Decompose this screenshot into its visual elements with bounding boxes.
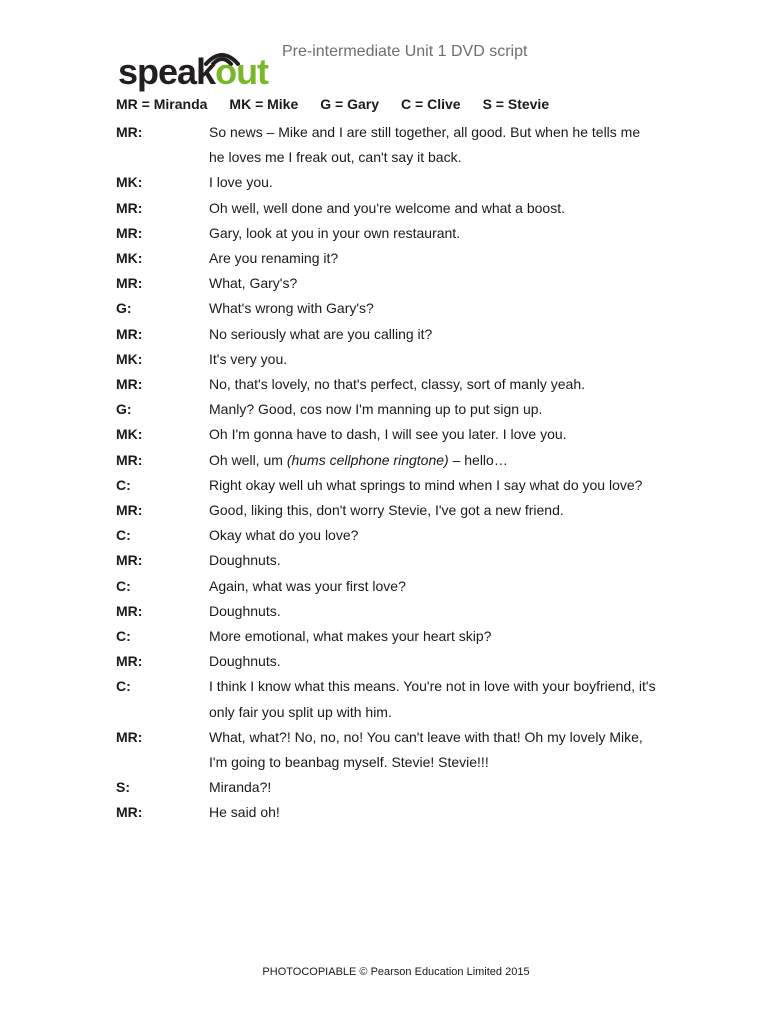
dialogue-line (116, 422, 676, 447)
dialogue-script (116, 120, 676, 826)
dialogue-text-part: – hello… (448, 451, 508, 468)
dialogue-line (116, 800, 676, 825)
legend-item: S = Stevie (482, 96, 550, 112)
speaker-label: MR: (116, 502, 143, 519)
dialogue-text-part: Oh well, um (209, 451, 287, 468)
dialogue-text: Gary, look at you in your own restaurant. (209, 224, 461, 241)
dialogue-line (116, 347, 676, 372)
speaker-label: MR: (116, 325, 143, 342)
dialogue-text: Okay what do you love? (209, 527, 359, 544)
dialogue-line (116, 296, 676, 321)
dialogue-line (116, 725, 676, 775)
dialogue-text (209, 448, 659, 473)
dialogue-text: Manly? Good, cos now I'm manning up to put sign up. (209, 401, 543, 418)
dialogue-line (116, 221, 676, 246)
legend-item: C = Clive (401, 96, 461, 112)
dialogue-line (116, 574, 676, 599)
speaker-label: MK: (116, 250, 143, 267)
speaker-label: G: (116, 401, 132, 418)
dialogue-text: Doughnuts. (209, 602, 281, 619)
speaker-label: MR: (116, 804, 143, 821)
dialogue-line (116, 599, 676, 624)
dialogue-text: Doughnuts. (209, 653, 281, 670)
dialogue-line (116, 473, 676, 498)
speaker-label: C: (116, 476, 131, 493)
dialogue-text: What, what?! No, no, no! You can't leave with that! Oh my lovely Mike, I'm going to beanbag myself. Stevie! Stevie!!! (209, 728, 643, 771)
dialogue-text: I think I know what this means. You're not in love with your boyfriend, it's only fair you split up with him. (209, 678, 656, 720)
dialogue-line (116, 271, 676, 296)
dialogue-text: Good, liking this, don't worry Stevie, I've got a new friend. (209, 502, 564, 519)
speaker-label: C: (116, 628, 131, 645)
dialogue-line (116, 624, 676, 649)
speaker-label: MR: (116, 376, 143, 393)
speaker-label: C: (116, 527, 131, 544)
dialogue-text: Right okay well uh what springs to mind when I say what do you love? (209, 476, 643, 493)
speaker-label: MR: (116, 552, 143, 569)
dialogue-text: Are you renaming it? (209, 250, 339, 267)
speaker-label: MK: (116, 174, 143, 191)
dialogue-text: So news – Mike and I are still together, all good. But when he tells me he loves me I freak out, can't say it back. (209, 124, 641, 166)
legend-item: MK = Mike (229, 96, 299, 112)
dialogue-text: More emotional, what makes your heart skip? (209, 628, 492, 645)
stage-direction: (hums cellphone ringtone) (286, 451, 449, 468)
speakout-logo (118, 44, 274, 94)
dialogue-line (116, 322, 676, 347)
dialogue-line (116, 170, 676, 195)
dialogue-line (116, 674, 676, 724)
logo-text-speak: speak (118, 51, 216, 92)
dialogue-line (116, 498, 676, 523)
dialogue-line (116, 448, 676, 473)
dialogue-text: Miranda?! (209, 779, 272, 796)
dialogue-text: Again, what was your first love? (209, 577, 406, 594)
speaker-label: G: (116, 300, 132, 317)
dialogue-text: I love you. (209, 174, 273, 191)
dialogue-line (116, 775, 676, 800)
speaker-label: C: (116, 577, 131, 594)
speaker-label: MR: (116, 728, 143, 745)
speaker-label: MR: (116, 199, 143, 216)
copyright-footer: PHOTOCOPIABLE © Pearson Education Limited 2015 (262, 966, 530, 978)
speaker-label: S: (116, 779, 130, 796)
speaker-label: MR: (116, 653, 143, 670)
speaker-label: C: (116, 678, 131, 695)
dialogue-line (116, 649, 676, 674)
dialogue-line (116, 523, 676, 548)
character-legend (116, 95, 571, 113)
dialogue-text: No seriously what are you calling it? (209, 325, 433, 342)
dialogue-text: Oh I'm gonna have to dash, I will see you later. I love you. (209, 426, 567, 443)
speaker-label: MR: (116, 224, 143, 241)
speaker-label: MR: (116, 602, 143, 619)
dialogue-text: He said oh! (209, 804, 280, 821)
speaker-label: MR: (116, 451, 143, 468)
dialogue-text: It's very you. (209, 350, 288, 367)
dialogue-line (116, 246, 676, 271)
dialogue-text: Doughnuts. (209, 552, 281, 569)
legend-item: MR = Miranda (116, 96, 208, 112)
speaker-label: MR: (116, 275, 143, 292)
dialogue-line (116, 548, 676, 573)
dialogue-line (116, 196, 676, 221)
speaker-label: MR: (116, 124, 143, 140)
logo-text-out: out (215, 51, 269, 92)
dialogue-text: Oh well, well done and you're welcome and what a boost. (209, 199, 565, 216)
speaker-label: MK: (116, 426, 143, 443)
dialogue-text: What's wrong with Gary's? (209, 300, 374, 317)
speaker-label: MK: (116, 350, 143, 367)
dialogue-line (116, 372, 676, 397)
dialogue-line (116, 120, 676, 170)
document-title: Pre-intermediate Unit 1 DVD script (282, 43, 528, 60)
logo-wordmark (118, 52, 268, 92)
dialogue-line (116, 397, 676, 422)
dialogue-text: What, Gary's? (209, 275, 298, 292)
dialogue-text: No, that's lovely, no that's perfect, classy, sort of manly yeah. (209, 376, 585, 393)
legend-item: G = Gary (320, 96, 380, 112)
